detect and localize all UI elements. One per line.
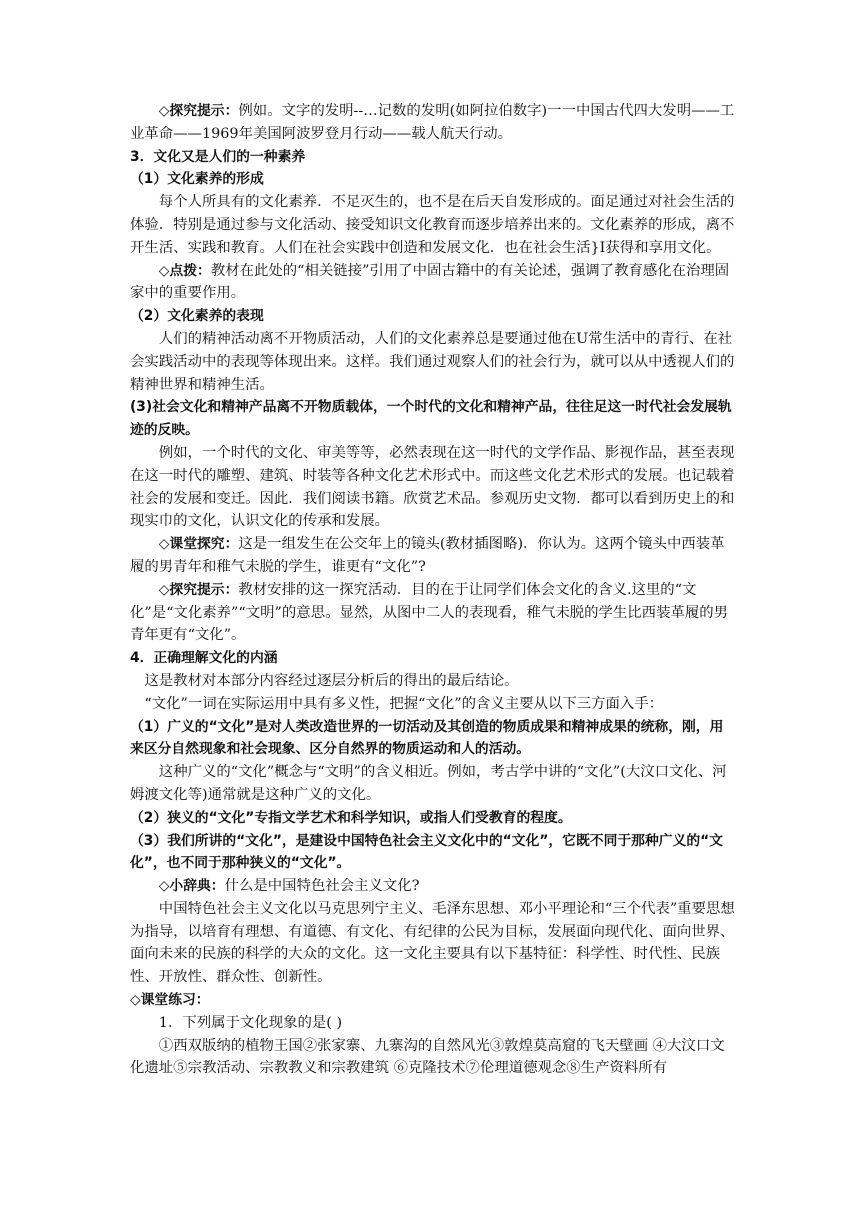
- paragraph-text: 教材在此处的“相关链接”引用了中固古籍中的有关论述，强调了教育感化在治理固家中的重要作用。: [130, 262, 730, 302]
- tip-label: ◇点拨：: [158, 262, 211, 279]
- paragraph: [130, 260, 736, 306]
- paragraph: [130, 100, 736, 146]
- paragraph: 例如，一个时代的文化、审美等等，必然表现在这一时代的文学作品、影视作品，甚至表现在这一时代的雕塑、建筑、时装等各种文化艺术形式中。而这些文化艺术形式的发展。也记载着社会的发展和变迁。因此．我们阅读书籍。欣赏艺术品。参观历史文物．都可以看到历史上的和现实巾的文化，认识文化的传承和发展。: [130, 444, 735, 530]
- section-heading: 3．文化又是人们的一种素养: [130, 148, 306, 165]
- hint-label: ◇探究提示：: [158, 103, 239, 119]
- paragraph: 人们的精神活动离不开物质活动，人们的文化素养总是要通过他在U常生活中的青行、在社会实践活动中的表现等体现出来。这样。我们通过观察人们的社会行为，就可以从中透视人们的精神世界和精神生活。: [130, 330, 735, 393]
- inquiry-label: ◇课堂探究：: [158, 536, 239, 553]
- paragraph: 这是教材对本部分内容经过逐层分析后的得出的最后结论。: [144, 672, 519, 689]
- paragraph: 中国特色社会主义文化以马克思列宁主义、毛泽东思想、邓小平理论和“三个代表”重要思想为指导，以培育有理想、有道德、有文化、有纪律的公民为目标，发展面向现代化、面向世界、面向未来的民族的科学的大众的文化。这一文化主要具有以下基特征：科学性、时代性、民族性、开放性、群众性、创新性。: [130, 900, 735, 986]
- paragraph: [130, 533, 736, 579]
- subsection-heading: （1）广义的“文化”是对人类改造世界的一切活动及其创造的物质成果和精神成果的统称，刚，用来区分自然现象和社会现象、区分自然界的物质运动和人的活动。: [130, 718, 724, 758]
- paragraph: 每个人所具有的文化素养．不足灭生的，也不是在后天自发形成的。面足通过对社会生活的体验．特别是通过参与文化活动、接受知识文化教育而逐步培养出来的。文化素养的形成，离不开生活、实践和教育。人们在社会实践中创造和发展文化．也在社会生活}I获得和享用文化。: [130, 194, 735, 256]
- subsection-heading: （3）我们所讲的“文化”，是建设中国特色社会主义文化中的“文化”，它既不同于那种广义的“文化”，也不同于那种狭义的“文化”。: [130, 832, 724, 872]
- paragraph-text: 什么是中国特色社会主义文化?: [224, 878, 420, 895]
- question: 1．下列属于文化现象的是( ): [158, 1014, 343, 1031]
- document-body: [130, 100, 736, 1080]
- section-heading: 4．正确理解文化的内涵: [130, 650, 278, 667]
- exercise-heading: ◇课堂练习：: [130, 992, 210, 1009]
- paragraph: 这种广义的“文化”概念与“文明”的含义相近。例如，考古学中讲的“文化”(大汶口文化、河姆渡文化等)通常就是这种广义的文化。: [130, 764, 727, 803]
- subsection-heading: （2）文化素养的表现: [130, 308, 264, 325]
- hint-label: ◇探究提示：: [158, 581, 239, 598]
- subsection-heading: （2）狭义的“文化”专指文学艺术和科学知识，或指人们受教育的程度。: [130, 809, 572, 826]
- paragraph: “文化”一词在实际运用中具有多义性，把握“文化”的含义主要从以下三方面入手：: [144, 695, 664, 712]
- subsection-heading: （1）文化素养的形成: [130, 171, 264, 188]
- paragraph: [130, 579, 736, 647]
- paragraph-text: 教材安排的这一探究活动．目的在于让同学们体会文化的含义.这里的“文化”是“文化素养”“文明”的意思。显然，从图中二人的表现看，稚气未脱的学生比西装革履的男青年更有“文化”。: [130, 581, 729, 644]
- paragraph-text: 例如。文字的发明--…记数的发明(如阿拉伯数字)一一中国古代四大发明——工业革命——1969年美国阿波罗登月行动——载人航天行动。: [130, 103, 735, 142]
- paragraph-text: 这是一组发生在公交年上的镜头(教材插图略)．你认为。这两个镜头中西装革履的男青年和稚气未脱的学生，谁更有“文化”?: [130, 536, 725, 575]
- question-options: ①西双版纳的植物王国②张家寨、九寨沟的自然风光③敦煌莫高窟的飞天壁画 ④大汶口文化遗址⑤宗教活动、宗教教义和宗教建筑 ⑥克隆技术⑦伦理道德观念⑧生产资料所有: [130, 1037, 725, 1077]
- subsection-heading: (3)社会文化和精神产品离不开物质载体，一个时代的文化和精神产品，往往足这一时代社会发展轨迹的反映。: [130, 399, 732, 439]
- paragraph: [130, 875, 736, 898]
- dictionary-label: ◇小辞典：: [158, 878, 225, 895]
